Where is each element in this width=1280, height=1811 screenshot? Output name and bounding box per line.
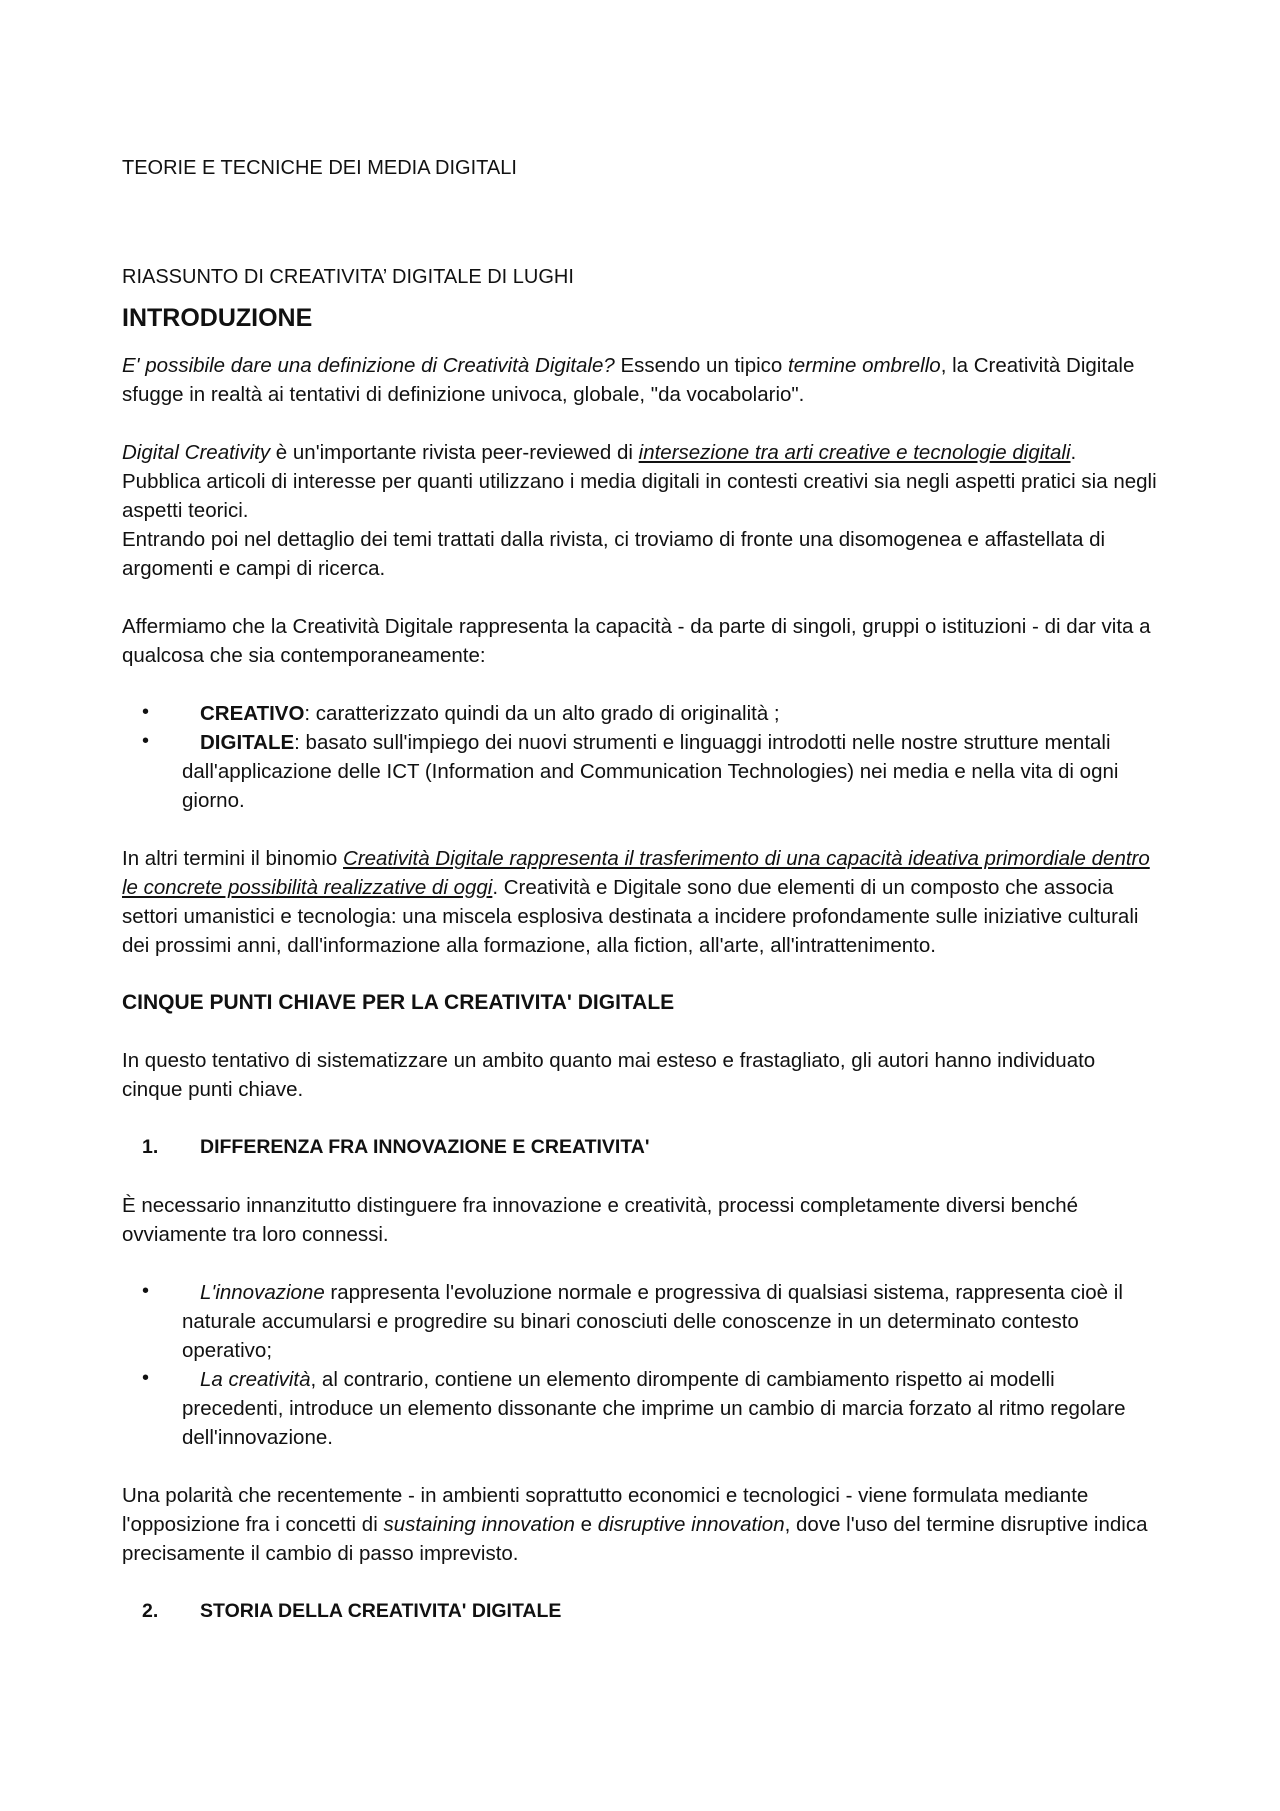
point-1-paragraph-2: Una polarità che recentemente - in ambienti soprattutto economici e tecnologici - viene formulata mediante l'opposizione fra i concetti di sustaining innovation e disruptive innovation, dove l'uso del termine disruptive indica precisamente il cambio di passo imprevisto. xyxy=(122,1484,1148,1565)
intro-heading: INTRODUZIONE xyxy=(122,304,313,332)
intro-bullet-list xyxy=(122,699,1158,815)
intro-question: E' possibile dare una definizione di Creatività Digitale? xyxy=(122,354,615,377)
bullet-icon: • xyxy=(142,730,150,752)
course-title: TEORIE E TECNICHE DEI MEDIA DIGITALI xyxy=(122,157,517,179)
intro-paragraph-1: E' possibile dare una definizione di Creatività Digitale? Essendo un tipico termine ombrello, la Creatività Digitale sfugge in realtà ai tentativi di definizione univoca, globale, "da vocabolario". xyxy=(122,354,1135,406)
bullet-icon: • xyxy=(142,1367,150,1389)
bullet-icon: • xyxy=(142,701,150,723)
point-2-heading: 2. STORIA DELLA CREATIVITA' DIGITALE xyxy=(122,1597,1158,1626)
point-number: 2. xyxy=(142,1600,159,1622)
journal-name: Digital Creativity xyxy=(122,441,271,464)
list-item: • CREATIVO: caratterizzato quindi da un alto grado di originalità ; xyxy=(122,699,1158,728)
key-points-intro: In questo tentativo di sistematizzare un ambito quanto mai esteso e frastagliato, gli autori hanno individuato cinque punti chiave. xyxy=(122,1049,1096,1101)
intro-paragraph-4: In altri termini il binomio Creatività Digitale rappresenta il trasferimento di una capacità ideativa primordiale dentro le concrete possibilità realizzative di oggi. Creatività e Digitale sono due elementi di un composto che associa settori umanistici e tecnologia: una miscela esplosiva destinata a incidere profondamente sulle iniziative culturali dei prossimi anni, dall'informazione alla formazione, alla fiction, all'arte, all'intrattenimento. xyxy=(122,847,1150,957)
point-1-paragraph-1: È necessario innanzitutto distinguere fra innovazione e creatività, processi completamente diversi benché ovviamente tra loro connessi. xyxy=(122,1194,1079,1246)
intro-paragraph-3: Affermiamo che la Creatività Digitale rappresenta la capacità - da parte di singoli, gruppi o istituzioni - di dar vita a qualcosa che sia contemporaneamente: xyxy=(122,615,1151,667)
bullet-icon: • xyxy=(142,1280,150,1302)
point-1-heading: 1. DIFFERENZA FRA INNOVAZIONE E CREATIVITA' xyxy=(122,1133,1158,1162)
list-item: • La creatività, al contrario, contiene un elemento dirompente di cambiamento rispetto ai modelli precedenti, introduce un elemento dissonante che imprime un cambio di marcia forzato al ritmo regolare dell'innovazione. xyxy=(122,1365,1158,1452)
definition-underlined: Creatività Digitale rappresenta il trasferimento di una capacità ideativa primordiale dentro le concrete possibilità realizzative di oggi xyxy=(122,847,1150,899)
list-item: • L'innovazione rappresenta l'evoluzione normale e progressiva di qualsiasi sistema, rappresenta cioè il naturale accumularsi e progredire su binari conosciuti delle conoscenze in un determinato contesto operativo; xyxy=(122,1278,1158,1365)
journal-focus: intersezione tra arti creative e tecnologie digitali xyxy=(638,441,1071,464)
summary-title: RIASSUNTO DI CREATIVITA’ DIGITALE DI LUGHI xyxy=(122,266,574,288)
term-umbrella: termine ombrello xyxy=(788,354,941,377)
point-number: 1. xyxy=(142,1136,159,1158)
intro-paragraph-2: Digital Creativity è un'importante rivista peer-reviewed di intersezione tra arti creative e tecnologie digitali. Pubblica articoli di interesse per quanti utilizzano i media digitali in contesti creativi sia negli aspetti pratici sia negli aspetti teorici. Entrando poi nel dettaglio dei temi trattati dalla rivista, ci troviamo di fronte una disomogenea e affastellata di argomenti e campi di ricerca. xyxy=(122,441,1157,580)
point-1-bullet-list xyxy=(122,1278,1158,1452)
key-points-heading: CINQUE PUNTI CHIAVE PER LA CREATIVITA' DIGITALE xyxy=(122,991,675,1014)
list-item: • DIGITALE: basato sull'impiego dei nuovi strumenti e linguaggi introdotti nelle nostre strutture mentali dall'applicazione delle ICT (Information and Communication Technologies) nei media e nella vita di ogni giorno. xyxy=(122,728,1158,815)
